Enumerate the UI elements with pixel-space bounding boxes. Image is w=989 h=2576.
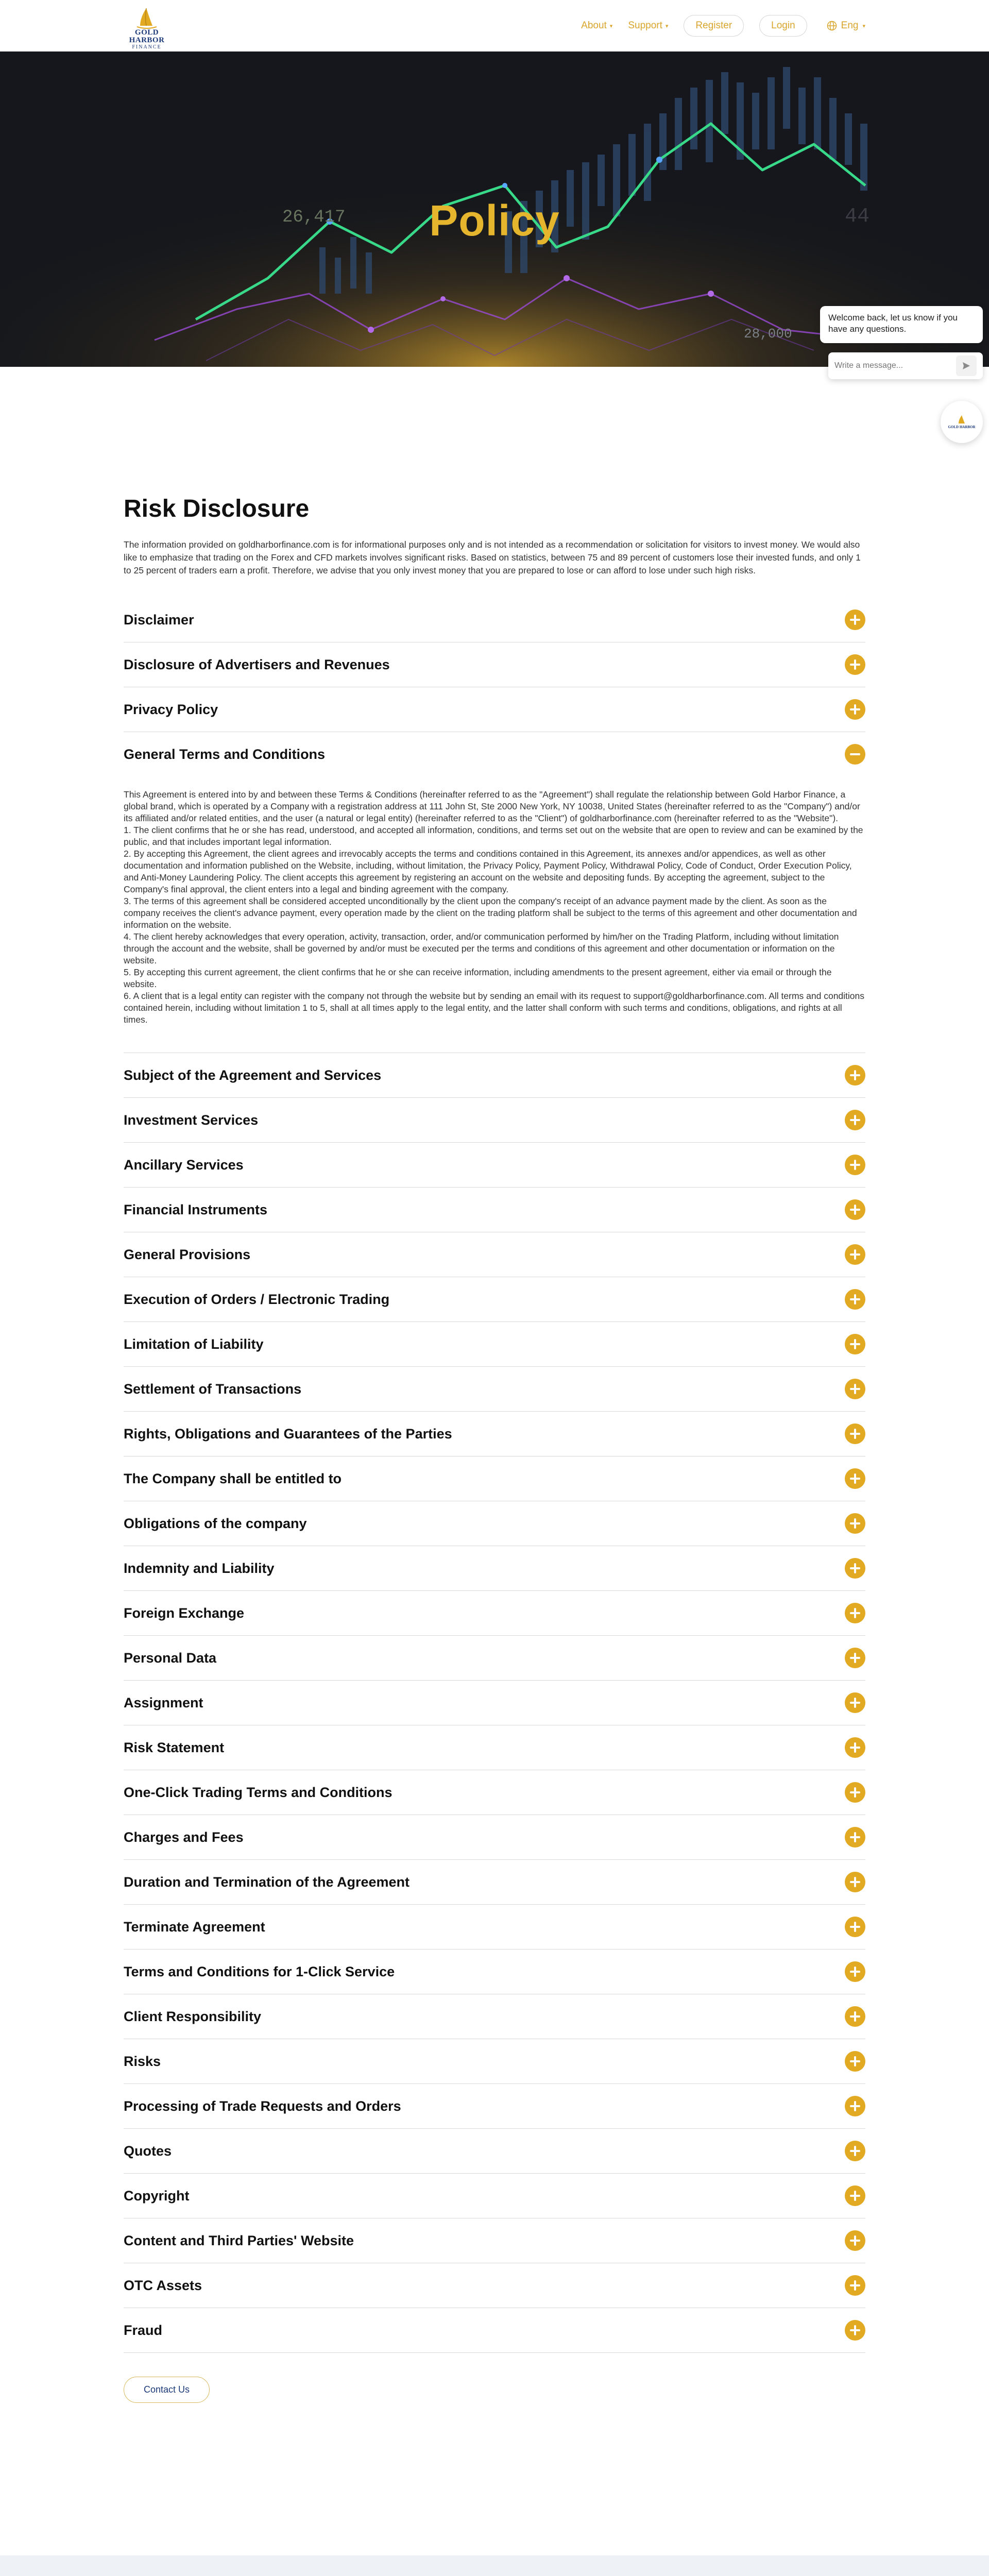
accordion-item xyxy=(124,1950,865,1994)
accordion-header[interactable] xyxy=(124,1591,865,1635)
plus-icon xyxy=(845,1468,865,1489)
accordion-header[interactable] xyxy=(124,1905,865,1949)
plus-icon xyxy=(845,699,865,720)
accordion-title: Assignment xyxy=(124,1694,203,1710)
accordion-header[interactable] xyxy=(124,1950,865,1994)
accordion-item xyxy=(124,1412,865,1456)
accordion-title: Investment Services xyxy=(124,1112,259,1128)
plus-icon xyxy=(845,2141,865,2161)
accordion-header[interactable] xyxy=(124,1770,865,1815)
accordion-item xyxy=(124,1367,865,1412)
accordion-title: Terminate Agreement xyxy=(124,1919,265,1935)
accordion-header[interactable] xyxy=(124,2218,865,2263)
accordion-title: Privacy Policy xyxy=(124,701,218,717)
accordion-title: Disclaimer xyxy=(124,612,194,628)
accordion-item xyxy=(124,1277,865,1322)
plus-icon xyxy=(845,1961,865,1982)
app-download-section xyxy=(0,2555,989,2576)
accordion-title: Subject of the Agreement and Services xyxy=(124,1067,382,1083)
accordion-title: Client Responsibility xyxy=(124,2008,262,2024)
accordion-header[interactable] xyxy=(124,2308,865,2352)
accordion-item xyxy=(124,598,865,642)
login-button[interactable]: Login xyxy=(759,15,807,37)
accordion-header[interactable] xyxy=(124,1367,865,1411)
terms-paragraph: 4. The client hereby acknowledges that every operation, activity, transaction, order, and/or communication performed by him/her on the Trading Platform, including without limitation through the account and the website, shall be governed by and/or must be executed per the terms and conditions of this agreement and other documentation or information on the website. xyxy=(124,931,839,965)
accordion-item xyxy=(124,1456,865,1501)
policy-accordion-continued xyxy=(124,1053,865,2353)
chat-launcher-avatar[interactable] xyxy=(941,401,983,443)
nav-about-label: About xyxy=(581,20,607,31)
language-selector[interactable] xyxy=(827,20,865,31)
accordion-title: Copyright xyxy=(124,2188,190,2204)
avatar-brand-label: GOLD HARBOR xyxy=(948,425,976,429)
accordion-title: Disclosure of Advertisers and Revenues xyxy=(124,656,390,672)
page-title: Risk Disclosure xyxy=(124,495,310,522)
accordion-item xyxy=(124,2218,865,2263)
logo-name: GOLD HARBOR xyxy=(129,28,165,44)
accordion-item xyxy=(124,2308,865,2353)
accordion-header[interactable] xyxy=(124,1725,865,1770)
accordion-title: Limitation of Liability xyxy=(124,1336,264,1352)
accordion-header[interactable] xyxy=(124,642,865,687)
accordion-item xyxy=(124,1322,865,1367)
contact-us-button[interactable]: Contact Us xyxy=(124,2377,210,2403)
page-hero-title: Policy xyxy=(429,196,560,245)
plus-icon xyxy=(845,2051,865,2072)
accordion-body xyxy=(124,776,865,1053)
send-icon xyxy=(962,361,971,370)
accordion-header[interactable] xyxy=(124,1053,865,1097)
accordion-item-open xyxy=(124,732,865,1053)
accordion-item xyxy=(124,1860,865,1905)
accordion-header[interactable] xyxy=(124,1456,865,1501)
accordion-item xyxy=(124,642,865,687)
accordion-header[interactable] xyxy=(124,1815,865,1859)
accordion-title: OTC Assets xyxy=(124,2277,202,2293)
plus-icon xyxy=(845,1648,865,1668)
accordion-item xyxy=(124,1770,865,1815)
plus-icon xyxy=(845,2230,865,2251)
accordion-title: Risk Statement xyxy=(124,1739,225,1755)
accordion-title: Quotes xyxy=(124,2143,172,2159)
nav-about[interactable] xyxy=(581,20,612,31)
minus-icon xyxy=(845,744,865,765)
accordion-title: Settlement of Transactions xyxy=(124,1381,302,1397)
accordion-header[interactable] xyxy=(124,598,865,642)
sail-logo-icon xyxy=(956,415,967,425)
hero-number: 28,000 xyxy=(744,326,792,342)
accordion-header[interactable] xyxy=(124,2129,865,2173)
plus-icon xyxy=(845,1423,865,1444)
accordion-header[interactable] xyxy=(124,1636,865,1680)
accordion-header[interactable] xyxy=(124,1322,865,1366)
svg-text:44: 44 xyxy=(845,205,870,228)
accordion-header[interactable] xyxy=(124,1681,865,1725)
accordion-header[interactable] xyxy=(124,2084,865,2128)
plus-icon xyxy=(845,1334,865,1354)
accordion-title: The Company shall be entitled to xyxy=(124,1470,342,1486)
accordion-header[interactable] xyxy=(124,687,865,732)
chevron-down-icon: ▾ xyxy=(862,23,865,29)
plus-icon xyxy=(845,2320,865,2341)
accordion-item xyxy=(124,1546,865,1591)
plus-icon xyxy=(845,1065,865,1086)
site-header xyxy=(0,0,989,52)
accordion-item xyxy=(124,2129,865,2174)
accordion-title: Rights, Obligations and Guarantees of the Parties xyxy=(124,1426,452,1442)
policy-accordion xyxy=(124,598,865,1053)
plus-icon xyxy=(845,1199,865,1220)
terms-paragraph: 2. By accepting this Agreement, the client agrees and irrevocably accepts the terms and conditions contained in this Agreement, its annexes and/or appendices, as well as other documentation and information published on the Website, including, without limitation, the Privacy Policy, Payment Policy, Withdrawal Policy, Code of Conduct, Order Execution Policy, and Anti-Money Laundering Policy. The client accepts this agreement by registering an account on the website and depositing funds. By accepting the agreement, subject to the Company's final approval, the client enters into a legal and binding agreement with the company. xyxy=(124,849,852,894)
plus-icon xyxy=(845,1737,865,1758)
accordion-title: Foreign Exchange xyxy=(124,1605,245,1621)
accordion-item xyxy=(124,1905,865,1950)
accordion-header[interactable] xyxy=(124,1232,865,1277)
accordion-item xyxy=(124,2039,865,2084)
accordion-title: Personal Data xyxy=(124,1650,217,1666)
accordion-title: Duration and Termination of the Agreement xyxy=(124,1874,410,1890)
chevron-down-icon: ▾ xyxy=(609,23,613,29)
accordion-title: Execution of Orders / Electronic Trading xyxy=(124,1291,390,1307)
plus-icon xyxy=(845,1110,865,1130)
globe-icon xyxy=(827,21,837,31)
language-label: Eng xyxy=(841,20,859,31)
terms-paragraph: 3. The terms of this agreement shall be considered accepted unconditionally by the client upon the company's receipt of an advance payment made by the client. As soon as the company receives the client's advance payment, every operation made by the client on the trading platform shall be subject to the terms of this agreement and other documentation and information on the website. xyxy=(124,896,857,930)
accordion-item xyxy=(124,1591,865,1636)
sail-logo-icon xyxy=(134,7,160,29)
accordion-header[interactable] xyxy=(124,2263,865,2308)
accordion-title: Indemnity and Liability xyxy=(124,1560,275,1576)
plus-icon xyxy=(845,2275,865,2296)
accordion-item xyxy=(124,1232,865,1277)
accordion-item xyxy=(124,1143,865,1188)
plus-icon xyxy=(845,654,865,675)
logo[interactable] xyxy=(124,7,170,50)
accordion-header[interactable] xyxy=(124,1143,865,1187)
terms-paragraph: 5. By accepting this current agreement, the client confirms that he or she can receive information, including amendments to the present agreement, either via email or through the website. xyxy=(124,967,832,989)
accordion-header[interactable] xyxy=(124,1546,865,1590)
plus-icon xyxy=(845,2006,865,2027)
accordion-title: Ancillary Services xyxy=(124,1157,244,1173)
accordion-title: Content and Third Parties' Website xyxy=(124,2232,354,2248)
accordion-title: Risks xyxy=(124,2053,161,2069)
accordion-item xyxy=(124,1501,865,1546)
logo-sub: FINANCE xyxy=(132,44,162,50)
accordion-header[interactable] xyxy=(124,1994,865,2039)
nav-support[interactable] xyxy=(628,20,668,31)
accordion-item xyxy=(124,2174,865,2218)
plus-icon xyxy=(845,1692,865,1713)
plus-icon xyxy=(845,609,865,630)
accordion-item xyxy=(124,1815,865,1860)
chat-send-button[interactable] xyxy=(956,355,977,376)
accordion-header[interactable] xyxy=(124,1501,865,1546)
plus-icon xyxy=(845,1513,865,1534)
plus-icon xyxy=(845,2185,865,2206)
accordion-title: Fraud xyxy=(124,2322,163,2338)
plus-icon xyxy=(845,1379,865,1399)
plus-icon xyxy=(845,1917,865,1937)
accordion-title: General Terms and Conditions xyxy=(124,746,326,762)
accordion-item xyxy=(124,1188,865,1232)
plus-icon xyxy=(845,1603,865,1623)
accordion-header[interactable] xyxy=(124,1860,865,1904)
plus-icon xyxy=(845,1155,865,1175)
accordion-item xyxy=(124,1681,865,1725)
accordion-title: Obligations of the company xyxy=(124,1515,307,1531)
chat-greeting-bubble: Welcome back, let us know if you have any questions. xyxy=(820,306,983,343)
accordion-header[interactable] xyxy=(124,1098,865,1142)
accordion-item xyxy=(124,2084,865,2129)
accordion-item xyxy=(124,687,865,732)
accordion-item xyxy=(124,1725,865,1770)
accordion-title: General Provisions xyxy=(124,1246,251,1262)
accordion-header[interactable] xyxy=(124,1412,865,1456)
plus-icon xyxy=(845,1782,865,1803)
plus-icon xyxy=(845,2096,865,2116)
accordion-header[interactable] xyxy=(124,732,865,776)
terms-paragraph: 1. The client confirms that he or she has read, understood, and accepted all information, conditions, and terms set out on the website that are open to review and can be examined by the public, and that includes important legal information. xyxy=(124,825,863,847)
accordion-header[interactable] xyxy=(124,1277,865,1321)
plus-icon xyxy=(845,1872,865,1892)
accordion-title: One-Click Trading Terms and Conditions xyxy=(124,1784,393,1800)
accordion-item xyxy=(124,2263,865,2308)
accordion-title: Processing of Trade Requests and Orders xyxy=(124,2098,401,2114)
accordion-header[interactable] xyxy=(124,2174,865,2218)
accordion-item xyxy=(124,1053,865,1098)
main-nav xyxy=(581,15,865,36)
accordion-header[interactable] xyxy=(124,2039,865,2083)
plus-icon xyxy=(845,1289,865,1310)
intro-paragraph: The information provided on goldharborfinance.com is for informational purposes only and is not intended as a recommendation or solicitation for visitors to invest money. We would also like to emphasize that trading on the Forex and CFD markets involves significant risks. Based on statistics, between 75 and 89 percent of customers lose their invested funds, and only 1 to 25 percent of traders earn a profit. Therefore, we advise that you only invest money that you are prepared to lose or can afford to lose under such high risks. xyxy=(124,539,861,575)
plus-icon xyxy=(845,1558,865,1579)
accordion-title: Terms and Conditions for 1-Click Service xyxy=(124,1963,395,1979)
accordion-header[interactable] xyxy=(124,1188,865,1232)
plus-icon xyxy=(845,1827,865,1848)
chat-input-box xyxy=(828,352,983,379)
accordion-title: Financial Instruments xyxy=(124,1201,268,1217)
accordion-item xyxy=(124,1994,865,2039)
accordion-title: Charges and Fees xyxy=(124,1829,244,1845)
register-button[interactable]: Register xyxy=(684,15,744,37)
chevron-down-icon: ▾ xyxy=(665,23,669,29)
chat-message-input[interactable] xyxy=(834,361,956,370)
nav-support-label: Support xyxy=(628,20,662,31)
accordion-item xyxy=(124,1098,865,1143)
accordion-item xyxy=(124,1636,865,1681)
terms-paragraph: 6. A client that is a legal entity can register with the company not through the website but by sending an email with its request to support@goldharborfinance.com. All terms and conditions contained herein, including without limitation 1 to 5, shall at all times apply to the legal entity, and the latter shall conform with such terms and conditions, obligations, and rights at all times. xyxy=(124,991,865,1025)
terms-paragraph: This Agreement is entered into by and between these Terms & Conditions (hereinafter referred to as the "Agreement") shall regulate the relationship between Gold Harbor Finance, a global brand, which is operated by a Company with a registration address at 111 John St, Ste 2000 New York, NY 10038, United States (hereinafter referred to as the "Company") and/or its affiliated and/or related entities, and the user (a natural or legal entity) (hereinafter referred to as the "Client") of goldharborfinance.com (hereinafter referred to as the "Website"). xyxy=(124,789,860,823)
hero-number: 26,417 xyxy=(282,208,346,227)
main-content xyxy=(124,495,865,2403)
plus-icon xyxy=(845,1244,865,1265)
